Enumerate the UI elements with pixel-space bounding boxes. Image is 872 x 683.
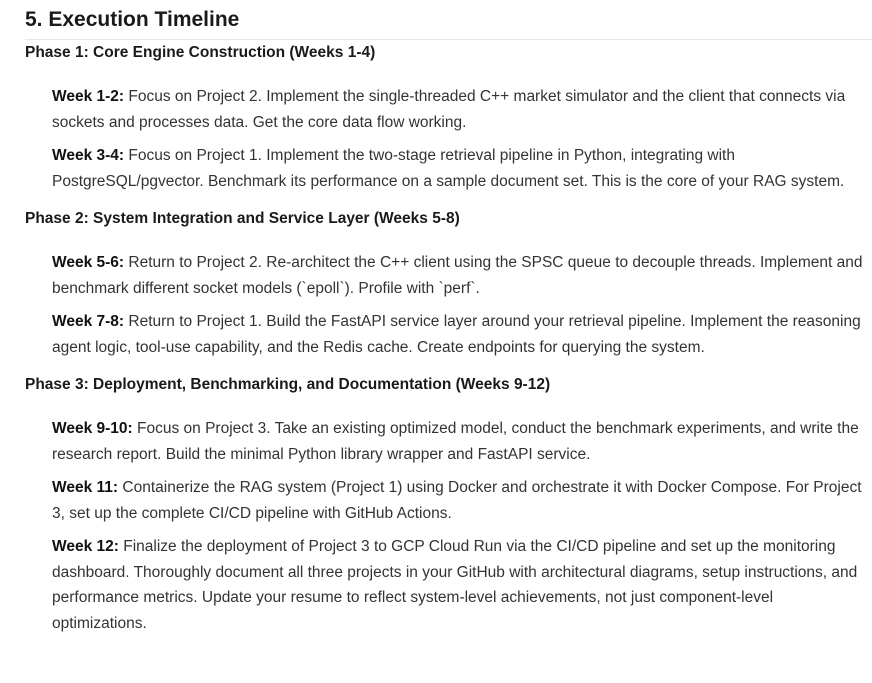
phase-2-week-list <box>25 250 872 360</box>
week-description: Return to Project 1. Build the FastAPI service layer around your retrieval pipeline. Implement the reasoning agent logic, tool-use capability, and the Redis cache. Create endpoints for querying the system. <box>52 313 861 356</box>
week-11-item <box>52 475 872 526</box>
week-description: Return to Project 2. Re-architect the C++ client using the SPSC queue to decouple threads. Implement and benchmark different socket models (`epoll`). Profile with `perf`. <box>52 254 863 297</box>
week-label: Week 7-8: <box>52 313 125 330</box>
week-description: Focus on Project 1. Implement the two-stage retrieval pipeline in Python, integrating with PostgreSQL/pgvector. Benchmark its performance on a sample document set. This is the core of your RAG system. <box>52 147 845 190</box>
phase-1-title: Phase 1: Core Engine Construction (Weeks 1-4) <box>25 44 376 61</box>
week-label: Week 12: <box>52 538 119 555</box>
week-5-6-item <box>52 250 872 301</box>
phase-3-title: Phase 3: Deployment, Benchmarking, and Documentation (Weeks 9-12) <box>25 376 551 393</box>
week-description: Containerize the RAG system (Project 1) using Docker and orchestrate it with Docker Compose. For Project 3, set up the complete CI/CD pipeline with GitHub Actions. <box>52 479 862 522</box>
week-description: Focus on Project 2. Implement the single-threaded C++ market simulator and the client that connects via sockets and processes data. Get the core data flow working. <box>52 88 846 131</box>
week-12-item <box>52 534 872 636</box>
phase-1-week-list <box>25 84 872 194</box>
phase-2-title: Phase 2: System Integration and Service Layer (Weeks 5-8) <box>25 210 460 227</box>
week-label: Week 1-2: <box>52 88 125 105</box>
phase-3-week-list <box>25 416 872 636</box>
week-9-10-item <box>52 416 872 467</box>
week-label: Week 3-4: <box>52 147 125 164</box>
section-divider <box>25 39 872 40</box>
week-label: Week 5-6: <box>52 254 125 271</box>
week-3-4-item <box>52 143 872 194</box>
week-label: Week 9-10: <box>52 420 133 437</box>
section-title: 5. Execution Timeline <box>25 8 240 31</box>
week-7-8-item <box>52 309 872 360</box>
week-label: Week 11: <box>52 479 119 496</box>
week-1-2-item <box>52 84 872 135</box>
week-description: Focus on Project 3. Take an existing optimized model, conduct the benchmark experiments, and write the research report. Build the minimal Python library wrapper and FastAPI service. <box>52 420 859 463</box>
week-description: Finalize the deployment of Project 3 to GCP Cloud Run via the CI/CD pipeline and set up the monitoring dashboard. Thoroughly document all three projects in your GitHub with architectural diagrams, setup instructions, and performance metrics. Update your resume to reflect system-level achievements, not just component-level optimizations. <box>52 538 858 632</box>
